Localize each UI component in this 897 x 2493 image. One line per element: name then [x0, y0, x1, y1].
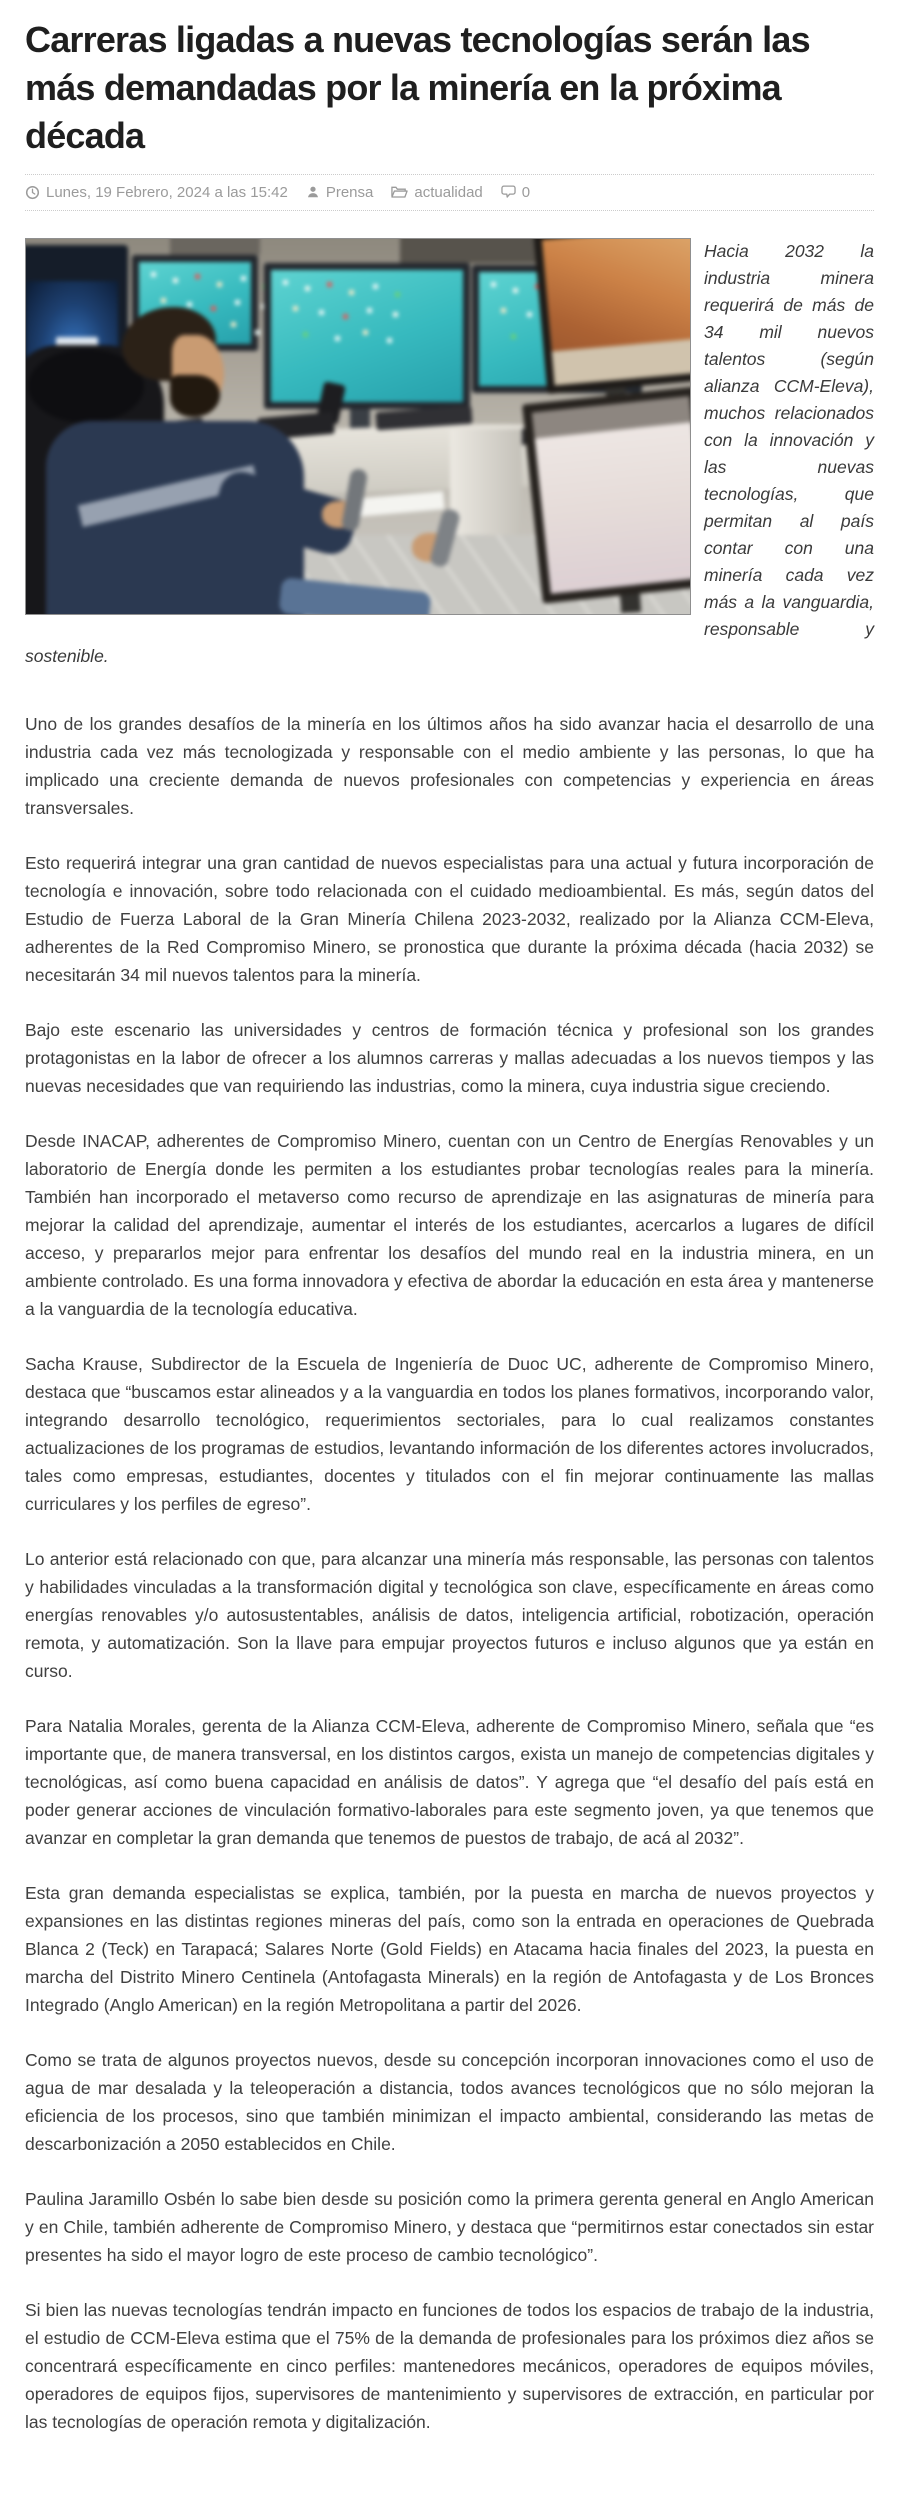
paragraph: Esto requerirá integrar una gran cantidad de nuevos especialistas para una actual y futura incorporación de tecnología e innovación, sobre todo relacionada con el cuidado medioambiental. Es más, según datos del Estudio de Fuerza Laboral de la Gran Minería Chilena 2023-2032, realizado por la Alianza CCM-Eleva, adherentes de la Red Compromiso Minero, se pronostica que durante la próxima década (hacia 2032) se necesitarán 34 mil nuevos talentos para la minería. [25, 852, 874, 985]
meta-category-label: actualidad [414, 183, 483, 201]
lead-paragraph: Hacia 2032 la industria minera requerirá de más de 34 mil nuevos talentos (según alianza CCM-Eleva), muchos relacionados con la innovación y las nuevas tecnologías, que permitan al país contar con una minería cada vez más a la vanguardia, responsable y sostenible. [25, 240, 874, 666]
meta-author-link[interactable] [306, 184, 374, 201]
paragraph: Lo anterior está relacionado con que, para alcanzar una minería más responsable, las personas con talentos y habilidades vinculadas a la transformación digital y tecnológica son clave, específicamente en áreas como energías renovables y/o autosustentables, análisis de datos, inteligencia artificial, robotización, operación remota, y automatización. Son la llave para empujar proyectos futuros e incluso algunos que ya están en curso. [25, 1548, 874, 1681]
meta-comments-count: 0 [521, 183, 531, 201]
meta-date [25, 184, 288, 201]
paragraph: Como se trata de algunos proyectos nuevos, desde su concepción incorporan innovaciones como el uso de agua de mar desalada y la teleoperación a distancia, todos avances tecnológicos que no sólo mejoran la eficiencia de los procesos, sino que también minimizan el impacto ambiental, considerando las metas de descarbonización a 2050 establecidos en Chile. [25, 2049, 874, 2154]
meta-comments-link[interactable] [501, 184, 530, 201]
meta-category-link[interactable] [391, 184, 482, 201]
folder-icon [391, 185, 408, 199]
page-title: Carreras ligadas a nuevas tecnologías serán las más demandadas por la minería en la próxima década [25, 19, 810, 156]
meta-date-label: Lunes, 19 Febrero, 2024 a las 15:42 [46, 183, 288, 201]
comment-icon [501, 185, 516, 199]
paragraph: Esta gran demanda especialistas se explica, también, por la puesta en marcha de nuevos proyectos y expansiones en las distintas regiones mineras del país, como son la entrada en operaciones de Quebrada Blanca 2 (Teck) en Tarapacá; Salares Norte (Gold Fields) en Atacama hacia finales del 2023, la puesta en marcha del Distrito Minero Centinela (Antofagasta Minerals) en la región de Antofagasta y de Los Bronces Integrado (Anglo American) en la región Metropolitana a partir del 2026. [25, 1882, 874, 2015]
paragraph: Sacha Krause, Subdirector de la Escuela de Ingeniería de Duoc UC, adherente de Compromiso Minero, destaca que “buscamos estar alineados y a la vanguardia en todos los planes formativos, incorporando valor, integrando desarrollo tecnológico, requerimientos sectoriales, para lo cual realizamos constantes actualizaciones de los programas de estudios, levantando información de los diferentes actores involucrados, tales como empresas, estudiantes, docentes y titulados con el fin mejorar continuamente las mallas curriculares y los perfiles de egreso”. [25, 1353, 874, 1514]
paragraph: Desde INACAP, adherentes de Compromiso Minero, cuentan con un Centro de Energías Renovables y un laboratorio de Energía donde les permiten a los estudiantes probar tecnologías reales para la minería. También han incorporado el metaverso como recurso de aprendizaje en las asignaturas de minería para mejorar la calidad del aprendizaje, aumentar el interés de los estudiantes, acercarlos a lugares de difícil acceso, y prepararlos mejor para enfrentar los desafíos del mundo real en la industria minera, en un ambiente controlado. Es una forma innovadora y efectiva de abordar la educación en esta área y mantenerse a la vanguardia de la tecnología educativa. [25, 1130, 874, 1319]
article-photo [25, 238, 691, 615]
article-body [25, 238, 874, 2436]
paragraph: Uno de los grandes desafíos de la minería en los últimos años ha sido avanzar hacia el desarrollo de una industria cada vez más tecnologizada y responsable con el medio ambiente y las personas, lo que ha implicado una creciente demanda de nuevos profesionales con competencias y experiencia en áreas transversales. [25, 713, 874, 818]
photo-right-top-monitor [533, 238, 691, 394]
clock-icon [25, 185, 40, 200]
photo-ceiling-equipment [170, 238, 260, 255]
paragraph: Si bien las nuevas tecnologías tendrán impacto en funciones de todos los espacios de trabajo de la industria, el estudio de CCM-Eleva estima que el 75% de la demanda de profesionales para los próximos diez años se concentrará específicamente en cinco perfiles: mantenedores mecánicos, operadores de equipos móviles, operadores de equipos fijos, supervisores de mantenimiento y supervisores de extracción, en particular por las tecnologías de operación remota y digitalización. [25, 2299, 874, 2432]
paragraph: Paulina Jaramillo Osbén lo sabe bien desde su posición como la primera gerenta general en Anglo American y en Chile, también adherente de Compromiso Minero, y destaca que “permitirnos estar conectados sin estar presentes ha sido el mayor logro de este proceso de cambio tecnológico”. [25, 2188, 874, 2265]
meta-bar [25, 174, 874, 211]
photo-scada-monitor [264, 263, 470, 409]
meta-author-label: Prensa [325, 183, 374, 201]
paragraph: Bajo este escenario las universidades y centros de formación técnica y profesional son los grandes protagonistas en la labor de ofrecer a los alumnos carreras y mallas adecuadas a los nuevos tiempos y las nuevas necesidades que van requiriendo las industrias, como la minera, cuya industria sigue creciendo. [25, 1019, 874, 1096]
paragraph: Para Natalia Morales, gerenta de la Alianza CCM-Eleva, adherente de Compromiso Minero, señala que “es importante que, de manera transversal, en los distintos cargos, exista un manejo de competencias digitales y tecnológicas, así como buena capacidad en análisis de datos”. Y agrega que “el desafío del país está en poder generar acciones de vinculación formativo-laborales para este segmento joven, ya que tenemos que avanzar en completar la gran demanda que tenemos de puestos de trabajo, de acá al 2032”. [25, 1715, 874, 1848]
photo-right-bottom-monitor [522, 386, 691, 603]
photo-scene [25, 238, 691, 615]
user-icon [306, 185, 320, 199]
